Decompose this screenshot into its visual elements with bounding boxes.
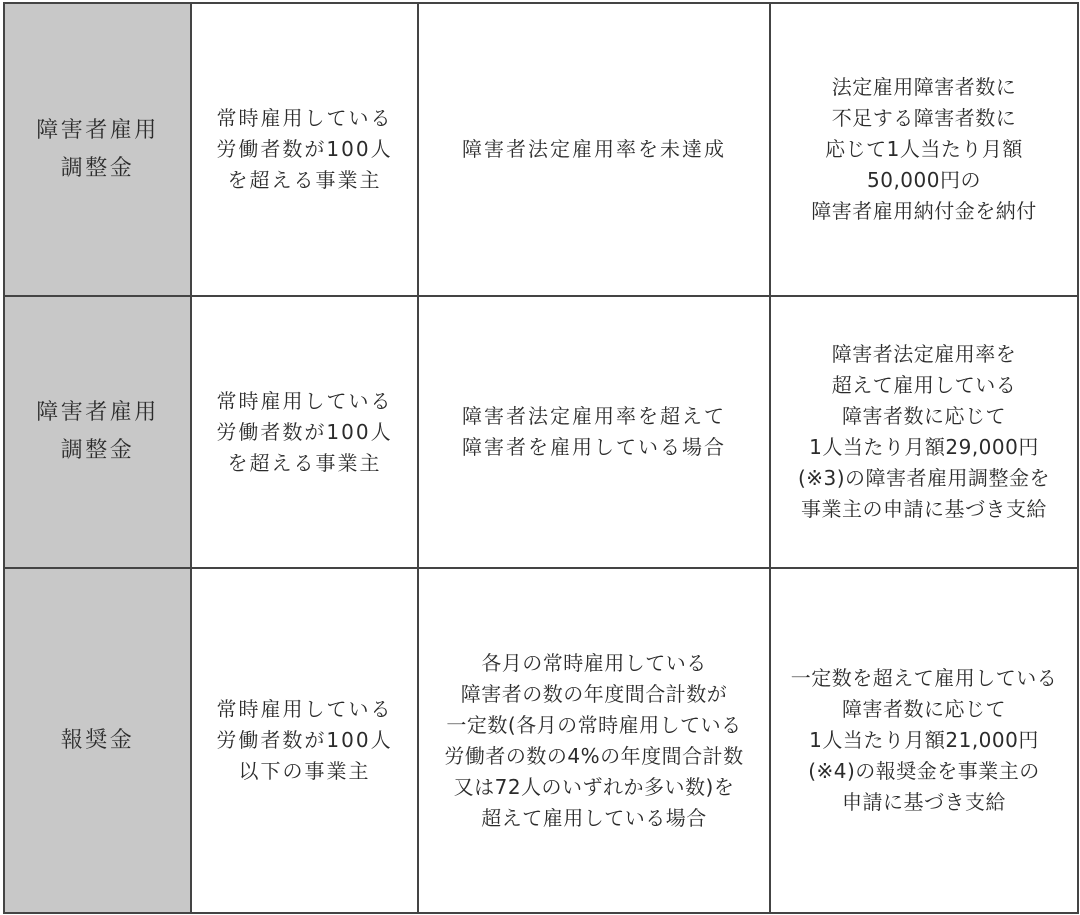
detail-line: 超えて雇用している: [831, 373, 1017, 397]
detail-line: 障害者数に応じて: [842, 404, 1006, 428]
row-name-line: 調整金: [60, 438, 135, 463]
condition-line: 障害者法定雇用率を未達成: [462, 137, 726, 161]
condition-line: 労働者の数の4%の年度間合計数: [444, 743, 744, 768]
target-line: 労働者数が100人: [216, 137, 393, 161]
condition-line: 各月の常時雇用している: [481, 650, 707, 675]
detail-line: 事業主の申請に基づき支給: [801, 497, 1047, 521]
condition-line: 障害者法定雇用率を超えて: [462, 404, 726, 428]
detail-cell: [770, 3, 1078, 296]
condition-line: 障害者を雇用している場合: [462, 435, 726, 459]
detail-line: 応じて1人当たり月額: [825, 137, 1023, 161]
detail-line: (※3)の障害者雇用調整金を: [797, 466, 1051, 490]
condition-cell: [418, 3, 770, 296]
table-row: [4, 3, 1078, 296]
detail-line: 障害者数に応じて: [842, 697, 1006, 721]
subsidy-table: [3, 2, 1079, 914]
target-line: 常時雇用している: [216, 697, 393, 721]
target-line: を超える事業主: [227, 168, 382, 192]
condition-cell: [418, 296, 770, 568]
detail-line: 1人当たり月額21,000円: [809, 728, 1039, 752]
target-cell: [191, 568, 418, 913]
row-name-line: 障害者雇用: [36, 117, 159, 143]
row-name-line: 調整金: [60, 155, 135, 181]
detail-line: 50,000円の: [867, 168, 981, 192]
condition-line: 一定数(各月の常時雇用している: [446, 712, 742, 737]
detail-line: 不足する障害者数に: [831, 106, 1017, 130]
target-line: 常時雇用している: [216, 106, 393, 130]
table-row: [4, 568, 1078, 913]
condition-line: 超えて雇用している場合: [481, 805, 707, 830]
table-row: [4, 296, 1078, 568]
detail-line: 障害者雇用納付金を納付: [811, 199, 1037, 223]
target-line: 常時雇用している: [216, 388, 393, 413]
target-line: 以下の事業主: [238, 759, 371, 783]
detail-line: (※4)の報奨金を事業主の: [808, 759, 1040, 783]
row-name-cell: [4, 296, 191, 568]
row-name-cell: [4, 3, 191, 296]
detail-cell: [770, 296, 1078, 568]
target-line: 労働者数が100人: [216, 728, 393, 752]
detail-line: 法定雇用障害者数に: [831, 75, 1017, 99]
detail-line: 障害者法定雇用率を: [831, 342, 1017, 366]
target-line: を超える事業主: [227, 450, 382, 475]
detail-line: 1人当たり月額29,000円: [809, 435, 1039, 459]
target-cell: [191, 296, 418, 568]
condition-line: 障害者の数の年度間合計数が: [460, 681, 728, 706]
target-cell: [191, 3, 418, 296]
row-name-line: 障害者雇用: [36, 400, 159, 425]
target-line: 労働者数が100人: [216, 419, 393, 444]
condition-line: 又は72人のいずれか多い数)を: [453, 774, 735, 799]
row-name-cell: [4, 568, 191, 913]
detail-line: 一定数を超えて雇用している: [790, 666, 1058, 690]
detail-line: 申請に基づき支給: [842, 790, 1006, 814]
detail-cell: [770, 568, 1078, 913]
condition-cell: [418, 568, 770, 913]
row-name-line: 報奨金: [60, 727, 135, 753]
